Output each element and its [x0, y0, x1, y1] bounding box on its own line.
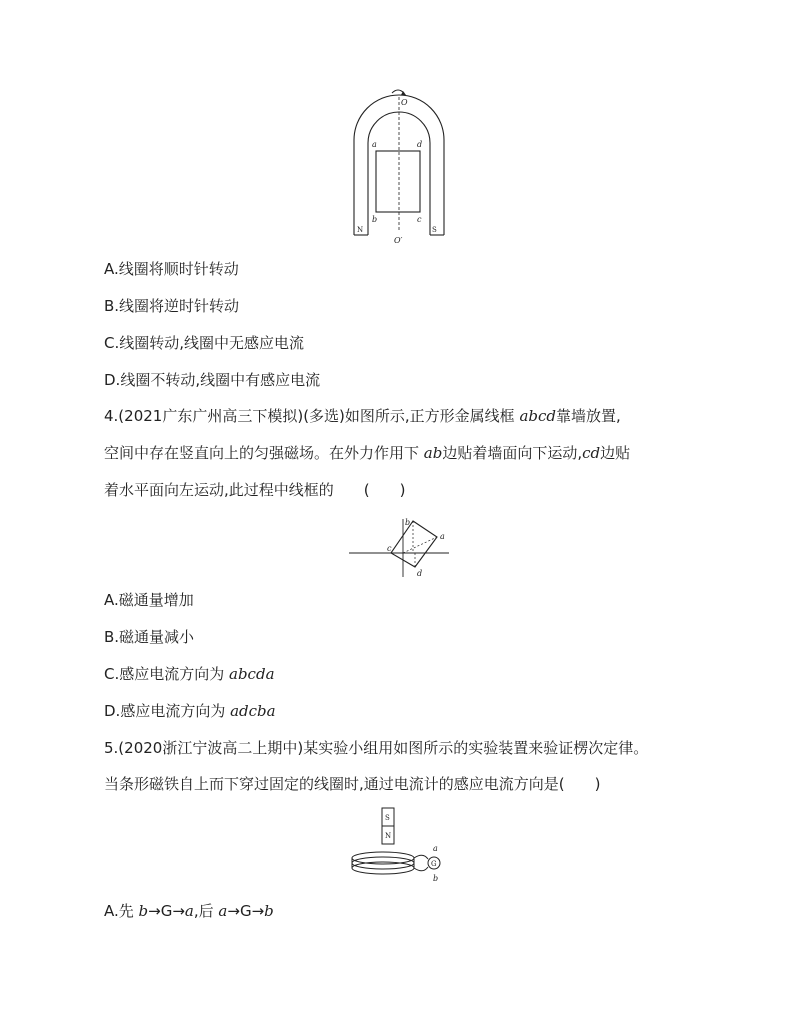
terminal-label-b: b — [433, 874, 439, 883]
frame-label-c: c — [387, 544, 392, 553]
coil-abcd — [376, 151, 420, 212]
q4-option-b: B.磁通量减小 — [104, 628, 195, 646]
frame-label-a: a — [440, 532, 445, 541]
square-frame-abcd — [391, 521, 437, 567]
magnet-label-s: S — [385, 814, 390, 822]
coil-loop-middle — [352, 857, 414, 869]
wire-b — [414, 867, 428, 871]
frame-label-d: d — [417, 569, 423, 578]
q3-option-b: B.线圈将逆时针转动 — [104, 297, 240, 315]
q5-stem-line-2: 当条形磁铁自上而下穿过固定的线圈时,通过电流计的感应电流方向是( ) — [104, 775, 601, 793]
q4-stem-line-3: 着水平面向左运动,此过程中线框的 ( ) — [104, 481, 406, 499]
rotation-arrow-icon — [392, 90, 404, 93]
pole-s-label: S — [432, 226, 437, 234]
magnet-label-n: N — [385, 832, 392, 840]
pole-n-label: N — [357, 226, 364, 234]
frame-label-b: b — [405, 518, 411, 527]
q4-stem-line-2: 空间中存在竖直向上的匀强磁场。在外力作用下 ab边贴着墙面向下运动,cd边贴 — [104, 444, 631, 462]
q4-option-c: C.感应电流方向为 abcda — [104, 665, 275, 683]
coil-label-b: b — [372, 215, 378, 224]
terminal-label-a: a — [433, 844, 438, 853]
figure-magnet-coil-galvanometer — [345, 805, 455, 887]
q4-option-d: D.感应电流方向为 adcba — [104, 702, 276, 720]
q5-stem-line-1: 5.(2020浙江宁波高二上期中)某实验小组用如图所示的实验装置来验证楞次定律。 — [104, 739, 649, 757]
coil-label-d: d — [417, 140, 423, 149]
coil-label-a: a — [372, 140, 377, 149]
wire-a — [414, 855, 428, 859]
q3-option-a: A.线圈将顺时针转动 — [104, 260, 239, 278]
q5-option-a: A.先 b→G→a,后 a→G→b — [104, 902, 274, 920]
q4-option-a: A.磁通量增加 — [104, 591, 194, 609]
q3-option-d: D.线圈不转动,线圈中有感应电流 — [104, 371, 321, 389]
axis-label-o-prime: O′ — [394, 236, 403, 245]
galvanometer-label: G — [431, 860, 437, 868]
axis-label-o: O — [401, 98, 408, 107]
figure-u-magnet-coil — [340, 85, 470, 250]
figure-square-frame-wall — [345, 515, 455, 580]
q3-option-c: C.线圈转动,线圈中无感应电流 — [104, 334, 305, 352]
q4-stem-line-1: 4.(2021广东广州高三下模拟)(多选)如图所示,正方形金属线框 abcd靠墙放置, — [104, 407, 621, 425]
coil-label-c: c — [417, 215, 422, 224]
